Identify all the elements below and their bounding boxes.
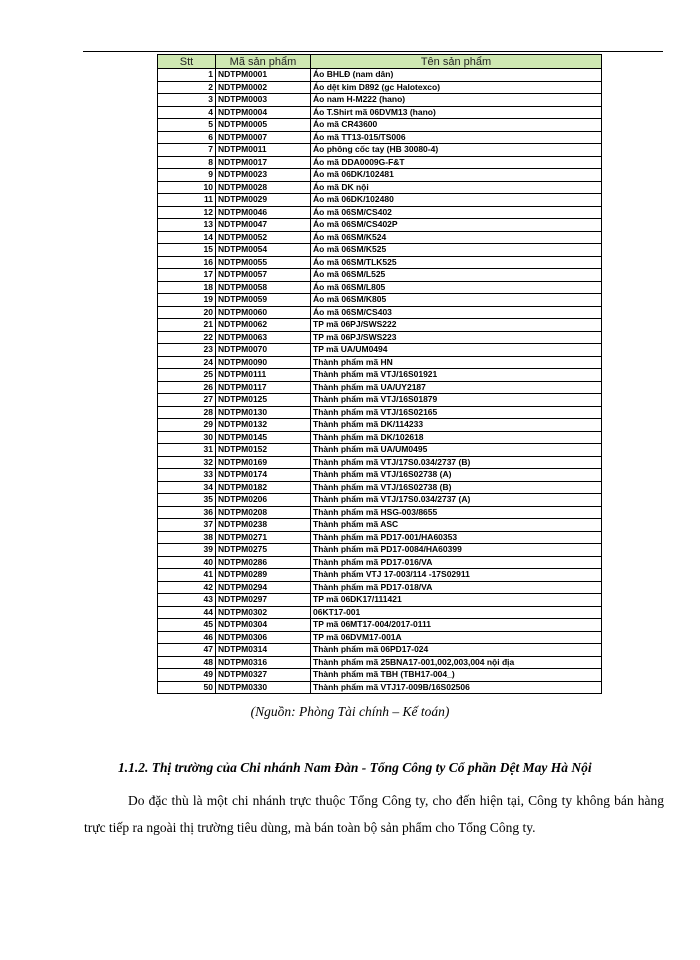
row-stt: 1	[158, 69, 216, 82]
table-row	[158, 94, 602, 107]
row-stt: 19	[158, 294, 216, 307]
row-product-name: 06KT17-001	[311, 606, 602, 619]
row-product-code: NDTPM0152	[216, 444, 311, 457]
row-product-name: Thành phẩm VTJ 17-003/114 -17S02911	[311, 569, 602, 582]
row-product-name: Thành phẩm mã PD17-016/VA	[311, 556, 602, 569]
row-product-code: NDTPM0169	[216, 456, 311, 469]
row-stt: 33	[158, 469, 216, 482]
row-stt: 43	[158, 594, 216, 607]
table-row	[158, 431, 602, 444]
row-product-name: Áo dệt kim D892 (gc Halotexco)	[311, 81, 602, 94]
table-row	[158, 606, 602, 619]
row-product-code: NDTPM0327	[216, 669, 311, 682]
row-product-name: TP mã 06DK17/111421	[311, 594, 602, 607]
row-stt: 13	[158, 219, 216, 232]
row-stt: 11	[158, 194, 216, 207]
table-row	[158, 619, 602, 632]
table-row	[158, 156, 602, 169]
row-product-name: Thành phẩm mã PD17-018/VA	[311, 581, 602, 594]
row-stt: 30	[158, 431, 216, 444]
row-product-code: NDTPM0029	[216, 194, 311, 207]
row-product-name: Áo mã 06SM/TLK525	[311, 256, 602, 269]
table-row	[158, 544, 602, 557]
product-table	[157, 54, 602, 694]
row-product-name: Thành phẩm mã ASC	[311, 519, 602, 532]
table-row	[158, 469, 602, 482]
row-stt: 42	[158, 581, 216, 594]
row-product-code: NDTPM0271	[216, 531, 311, 544]
row-product-code: NDTPM0003	[216, 94, 311, 107]
row-product-code: NDTPM0286	[216, 556, 311, 569]
row-product-name: Thành phẩm mã TBH (TBH17-004_)	[311, 669, 602, 682]
row-product-name: Áo mã 06SM/CS402	[311, 206, 602, 219]
row-product-code: NDTPM0132	[216, 419, 311, 432]
row-product-code: NDTPM0060	[216, 306, 311, 319]
row-product-code: NDTPM0054	[216, 244, 311, 257]
row-stt: 18	[158, 281, 216, 294]
row-stt: 9	[158, 169, 216, 182]
row-stt: 47	[158, 644, 216, 657]
row-stt: 14	[158, 231, 216, 244]
table-row	[158, 269, 602, 282]
row-product-name: Thành phẩm mã PD17-0084/HA60399	[311, 544, 602, 557]
row-product-code: NDTPM0023	[216, 169, 311, 182]
row-product-name: Thành phẩm mã 06PD17-024	[311, 644, 602, 657]
row-product-name: Thành phẩm mã 25BNA17-001,002,003,004 nội địa	[311, 656, 602, 669]
row-product-name: TP mã 06PJ/SWS222	[311, 319, 602, 332]
row-product-code: NDTPM0289	[216, 569, 311, 582]
row-product-code: NDTPM0316	[216, 656, 311, 669]
table-row	[158, 244, 602, 257]
row-product-name: Thành phẩm mã HSG-003/8655	[311, 506, 602, 519]
row-product-code: NDTPM0275	[216, 544, 311, 557]
table-row	[158, 331, 602, 344]
row-stt: 45	[158, 619, 216, 632]
row-stt: 37	[158, 519, 216, 532]
row-product-code: NDTPM0028	[216, 181, 311, 194]
row-stt: 22	[158, 331, 216, 344]
source-note: (Nguồn: Phòng Tài chính – Kế toán)	[250, 704, 450, 719]
row-product-code: NDTPM0005	[216, 119, 311, 132]
row-stt: 32	[158, 456, 216, 469]
table-row	[158, 656, 602, 669]
row-stt: 50	[158, 681, 216, 694]
row-stt: 25	[158, 369, 216, 382]
table-row	[158, 669, 602, 682]
row-product-code: NDTPM0004	[216, 106, 311, 119]
table-row	[158, 319, 602, 332]
row-stt: 34	[158, 481, 216, 494]
table-row	[158, 369, 602, 382]
row-stt: 6	[158, 131, 216, 144]
row-stt: 36	[158, 506, 216, 519]
row-product-name: Thành phẩm mã VTJ17-009B/16S02506	[311, 681, 602, 694]
table-row	[158, 131, 602, 144]
row-stt: 16	[158, 256, 216, 269]
row-product-code: NDTPM0059	[216, 294, 311, 307]
row-stt: 49	[158, 669, 216, 682]
row-product-code: NDTPM0046	[216, 206, 311, 219]
row-stt: 27	[158, 394, 216, 407]
row-product-name: Thành phẩm mã PD17-001/HA60353	[311, 531, 602, 544]
table-row	[158, 106, 602, 119]
row-product-name: TP mã 06PJ/SWS223	[311, 331, 602, 344]
row-product-code: NDTPM0011	[216, 144, 311, 157]
table-row	[158, 231, 602, 244]
table-row	[158, 206, 602, 219]
row-product-name: Áo mã CR43600	[311, 119, 602, 132]
table-row	[158, 506, 602, 519]
row-stt: 31	[158, 444, 216, 457]
row-stt: 10	[158, 181, 216, 194]
table-row	[158, 169, 602, 182]
row-product-name: Thành phẩm mã HN	[311, 356, 602, 369]
paragraph-text: Do đặc thù là một chi nhánh trực thuộc Tổng Công ty, cho đến hiện tại, Công ty không bán hàng trực tiếp ra ngoài thị trường tiêu dùng, mà bán toàn bộ sản phẩm cho Tổng Công ty.	[84, 793, 664, 835]
header-stt: Stt	[158, 55, 216, 69]
table-row	[158, 119, 602, 132]
row-product-name: Thành phẩm mã VTJ/16S01921	[311, 369, 602, 382]
row-product-name: Thành phẩm mã VTJ/16S02738 (A)	[311, 469, 602, 482]
row-product-code: NDTPM0057	[216, 269, 311, 282]
row-product-code: NDTPM0314	[216, 644, 311, 657]
row-stt: 35	[158, 494, 216, 507]
row-product-name: Áo nam H-M222 (hano)	[311, 94, 602, 107]
row-product-code: NDTPM0125	[216, 394, 311, 407]
row-stt: 24	[158, 356, 216, 369]
row-product-name: Thành phẩm mã UA/UM0495	[311, 444, 602, 457]
table-row	[158, 406, 602, 419]
row-product-code: NDTPM0306	[216, 631, 311, 644]
header-product-code: Mã sản phẩm	[216, 55, 311, 69]
row-product-code: NDTPM0304	[216, 619, 311, 632]
row-product-name: Áo mã DDA0009G-F&T	[311, 156, 602, 169]
table-row	[158, 394, 602, 407]
row-stt: 41	[158, 569, 216, 582]
row-product-name: Áo mã 06SM/K805	[311, 294, 602, 307]
row-product-code: NDTPM0007	[216, 131, 311, 144]
row-product-code: NDTPM0330	[216, 681, 311, 694]
row-product-code: NDTPM0063	[216, 331, 311, 344]
row-product-code: NDTPM0111	[216, 369, 311, 382]
row-product-code: NDTPM0047	[216, 219, 311, 232]
table-row	[158, 69, 602, 82]
table-row	[158, 356, 602, 369]
row-product-code: NDTPM0174	[216, 469, 311, 482]
row-product-code: NDTPM0117	[216, 381, 311, 394]
row-product-code: NDTPM0052	[216, 231, 311, 244]
table-header-row	[158, 55, 602, 69]
table-row	[158, 531, 602, 544]
table-row	[158, 256, 602, 269]
row-product-name: Thành phẩm mã DK/114233	[311, 419, 602, 432]
row-stt: 48	[158, 656, 216, 669]
row-stt: 46	[158, 631, 216, 644]
row-stt: 4	[158, 106, 216, 119]
row-product-name: Áo mã 06SM/K524	[311, 231, 602, 244]
row-product-name: Áo mã 06SM/K525	[311, 244, 602, 257]
row-product-name: Áo mã 06SM/L525	[311, 269, 602, 282]
row-stt: 39	[158, 544, 216, 557]
row-product-name: Thành phẩm mã VTJ/16S02738 (B)	[311, 481, 602, 494]
table-row	[158, 144, 602, 157]
row-stt: 44	[158, 606, 216, 619]
row-product-name: Áo mã 06SM/CS402P	[311, 219, 602, 232]
table-row	[158, 81, 602, 94]
table-row	[158, 631, 602, 644]
table-row	[158, 556, 602, 569]
table-row	[158, 344, 602, 357]
row-product-name: Áo mã 06SM/CS403	[311, 306, 602, 319]
row-product-code: NDTPM0297	[216, 594, 311, 607]
row-product-code: NDTPM0062	[216, 319, 311, 332]
row-product-name: Áo mã 06DK/102481	[311, 169, 602, 182]
row-product-code: NDTPM0002	[216, 81, 311, 94]
row-product-name: Áo mã 06SM/L805	[311, 281, 602, 294]
row-stt: 15	[158, 244, 216, 257]
table-row	[158, 481, 602, 494]
row-stt: 38	[158, 531, 216, 544]
row-product-code: NDTPM0090	[216, 356, 311, 369]
body-paragraph	[84, 788, 664, 841]
row-product-code: NDTPM0238	[216, 519, 311, 532]
table-row	[158, 219, 602, 232]
table-row	[158, 381, 602, 394]
row-stt: 2	[158, 81, 216, 94]
table-row	[158, 194, 602, 207]
row-product-name: Áo phông cốc tay (HB 30080-4)	[311, 144, 602, 157]
table-row	[158, 306, 602, 319]
row-product-code: NDTPM0294	[216, 581, 311, 594]
row-product-code: NDTPM0001	[216, 69, 311, 82]
row-product-name: Thành phẩm mã VTJ/16S01879	[311, 394, 602, 407]
row-stt: 17	[158, 269, 216, 282]
row-product-code: NDTPM0182	[216, 481, 311, 494]
row-product-code: NDTPM0017	[216, 156, 311, 169]
table-row	[158, 419, 602, 432]
table-row	[158, 281, 602, 294]
row-product-code: NDTPM0070	[216, 344, 311, 357]
row-stt: 40	[158, 556, 216, 569]
page-header-rule	[83, 51, 663, 52]
row-product-code: NDTPM0302	[216, 606, 311, 619]
row-stt: 7	[158, 144, 216, 157]
table-row	[158, 569, 602, 582]
row-product-code: NDTPM0145	[216, 431, 311, 444]
table-row	[158, 494, 602, 507]
row-product-name: Áo mã TT13-015/TS006	[311, 131, 602, 144]
row-product-code: NDTPM0055	[216, 256, 311, 269]
table-row	[158, 294, 602, 307]
row-product-name: Thành phẩm mã VTJ/17S0.034/2737 (B)	[311, 456, 602, 469]
row-product-name: Áo T.Shirt mã 06DVM13 (hano)	[311, 106, 602, 119]
row-product-name: Áo mã DK nội	[311, 181, 602, 194]
row-product-name: Áo BHLĐ (nam dân)	[311, 69, 602, 82]
row-product-code: NDTPM0130	[216, 406, 311, 419]
row-stt: 21	[158, 319, 216, 332]
row-product-code: NDTPM0208	[216, 506, 311, 519]
table-row	[158, 181, 602, 194]
row-stt: 8	[158, 156, 216, 169]
table-row	[158, 519, 602, 532]
row-stt: 28	[158, 406, 216, 419]
row-stt: 23	[158, 344, 216, 357]
row-product-name: Thành phẩm mã VTJ/16S02165	[311, 406, 602, 419]
table-row	[158, 644, 602, 657]
row-product-code: NDTPM0058	[216, 281, 311, 294]
row-stt: 29	[158, 419, 216, 432]
table-row	[158, 444, 602, 457]
header-product-name: Tên sản phẩm	[311, 55, 602, 69]
table-row	[158, 456, 602, 469]
row-stt: 3	[158, 94, 216, 107]
row-product-name: Áo mã 06DK/102480	[311, 194, 602, 207]
row-product-name: TP mã 06MT17-004/2017-0111	[311, 619, 602, 632]
row-product-code: NDTPM0206	[216, 494, 311, 507]
row-product-name: TP mã UA/UM0494	[311, 344, 602, 357]
section-heading: 1.1.2. Thị trường của Chi nhánh Nam Đàn - Tổng Công ty Cổ phần Dệt May Hà Nội	[118, 760, 592, 775]
row-product-name: Thành phẩm mã UA/UY2187	[311, 381, 602, 394]
row-product-name: Thành phẩm mã VTJ/17S0.034/2737 (A)	[311, 494, 602, 507]
table-row	[158, 581, 602, 594]
row-stt: 12	[158, 206, 216, 219]
table-row	[158, 681, 602, 694]
table-row	[158, 594, 602, 607]
row-stt: 5	[158, 119, 216, 132]
row-stt: 26	[158, 381, 216, 394]
row-product-name: Thành phẩm mã DK/102618	[311, 431, 602, 444]
row-product-name: TP mã 06DVM17-001A	[311, 631, 602, 644]
row-stt: 20	[158, 306, 216, 319]
